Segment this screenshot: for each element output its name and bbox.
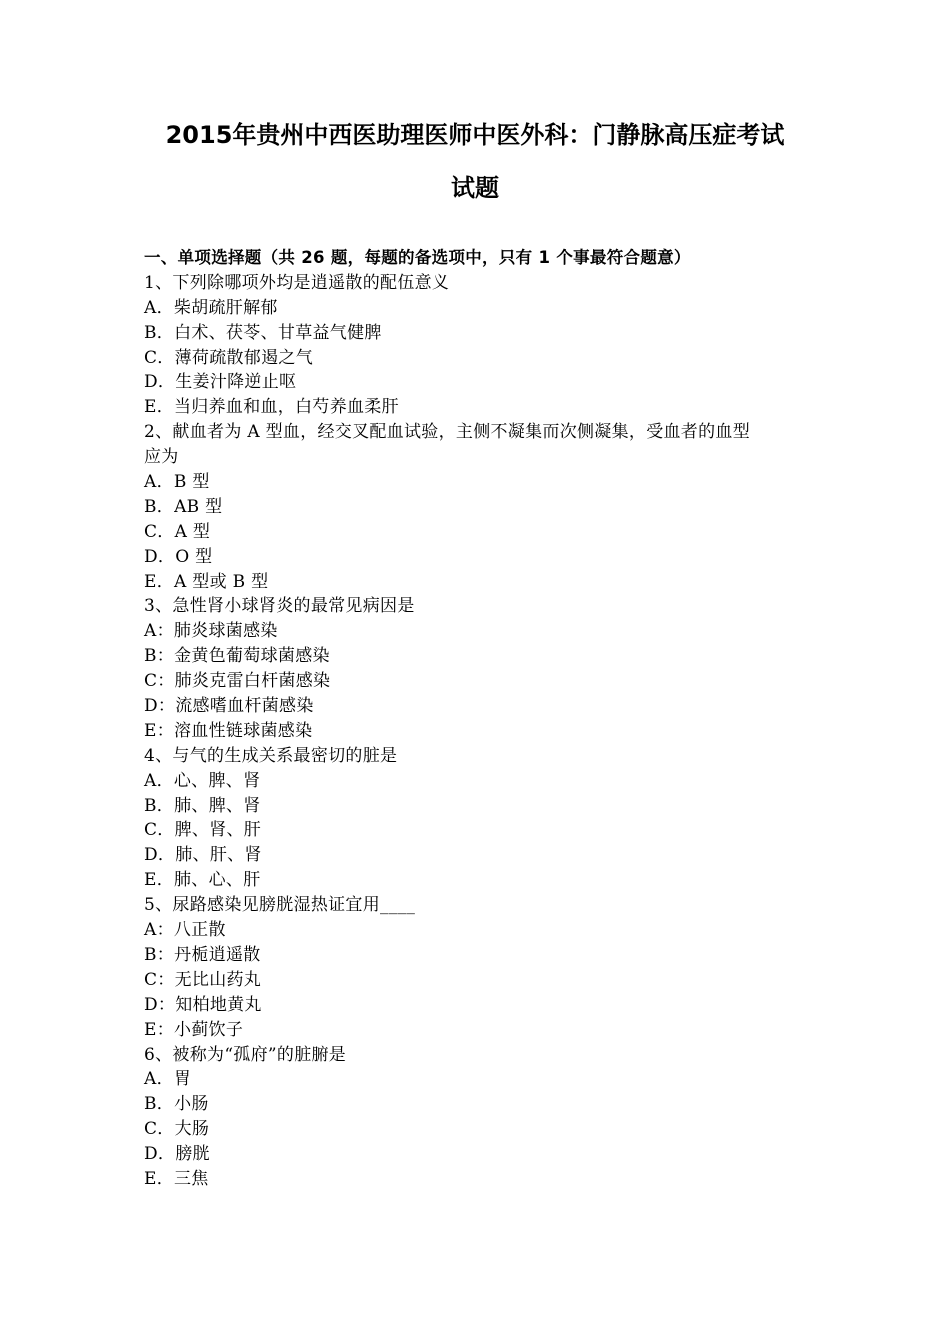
question-1-option-b: B．白术、茯苓、甘草益气健脾: [144, 322, 382, 343]
question-6-option-d: D．膀胱: [144, 1144, 210, 1165]
document-body: [144, 246, 824, 1192]
question-1-option-e: E．当归养血和血，白芍养血柔肝: [144, 397, 399, 418]
question-5-option-c: C：无比山药丸: [144, 969, 262, 990]
question-1-option-c: C．薄荷疏散郁遏之气: [144, 347, 314, 368]
question-3-option-a: A：肺炎球菌感染: [144, 621, 278, 642]
question-4-stem: 4、与气的生成关系最密切的脏是: [144, 745, 398, 766]
question-3-option-e: E：溶血性链球菌感染: [144, 720, 313, 741]
question-1-option-a: A．柴胡疏肝解郁: [144, 297, 278, 318]
question-5-option-b: B：丹栀逍遥散: [144, 944, 261, 965]
question-2-option-e: E．A 型或 B 型: [144, 571, 269, 592]
question-2-option-b: B．AB 型: [144, 496, 223, 517]
question-3-option-d: D：流感嗜血杆菌感染: [144, 696, 314, 717]
question-3-stem: 3、急性肾小球肾炎的最常见病因是: [144, 596, 415, 617]
question-4-option-d: D．肺、肝、肾: [144, 845, 262, 866]
question-2-stem-continued: 应为: [144, 447, 179, 468]
question-6-stem: 6、被称为“孤府”的脏腑是: [144, 1044, 347, 1065]
question-1-option-d: D．生姜汁降逆止呕: [144, 372, 297, 393]
question-1-stem: 1、下列除哪项外均是逍遥散的配伍意义: [144, 272, 450, 293]
question-3-option-b: B：金黄色葡萄球菌感染: [144, 646, 330, 667]
document-title-line-1: 2015年贵州中西医助理医师中医外科：门静脉高压症考试: [165, 121, 785, 149]
question-2-option-a: A．B 型: [144, 472, 210, 493]
question-4-option-b: B．肺、脾、肾: [144, 795, 261, 816]
section-heading: 一、单项选择题（共 26 题，每题的备选项中，只有 1 个事最符合题意）: [144, 248, 691, 267]
question-5-option-d: D：知柏地黄丸: [144, 994, 262, 1015]
question-2-option-d: D．O 型: [144, 546, 213, 567]
question-5-option-a: A：八正散: [144, 920, 226, 941]
question-4-option-c: C．脾、肾、肝: [144, 820, 262, 841]
question-6-option-a: A．胃: [144, 1069, 192, 1090]
question-5-option-e: E：小蓟饮子: [144, 1019, 244, 1040]
question-4-option-a: A．心、脾、肾: [144, 770, 261, 791]
question-5-stem: 5、尿路感染见膀胱湿热证宜用____: [144, 895, 416, 916]
question-4-option-e: E．肺、心、肝: [144, 870, 261, 891]
question-3-option-c: C：肺炎克雷白杆菌感染: [144, 671, 331, 692]
question-6-option-c: C．大肠: [144, 1119, 210, 1140]
question-6-option-b: B．小肠: [144, 1094, 209, 1115]
question-2-option-c: C．A 型: [144, 521, 211, 542]
question-6-option-e: E．三焦: [144, 1168, 209, 1189]
question-2-stem: 2、献血者为 A 型血，经交叉配血试验，主侧不凝集而次侧凝集，受血者的血型: [144, 422, 750, 443]
document-title-line-2: 试题: [451, 174, 499, 202]
